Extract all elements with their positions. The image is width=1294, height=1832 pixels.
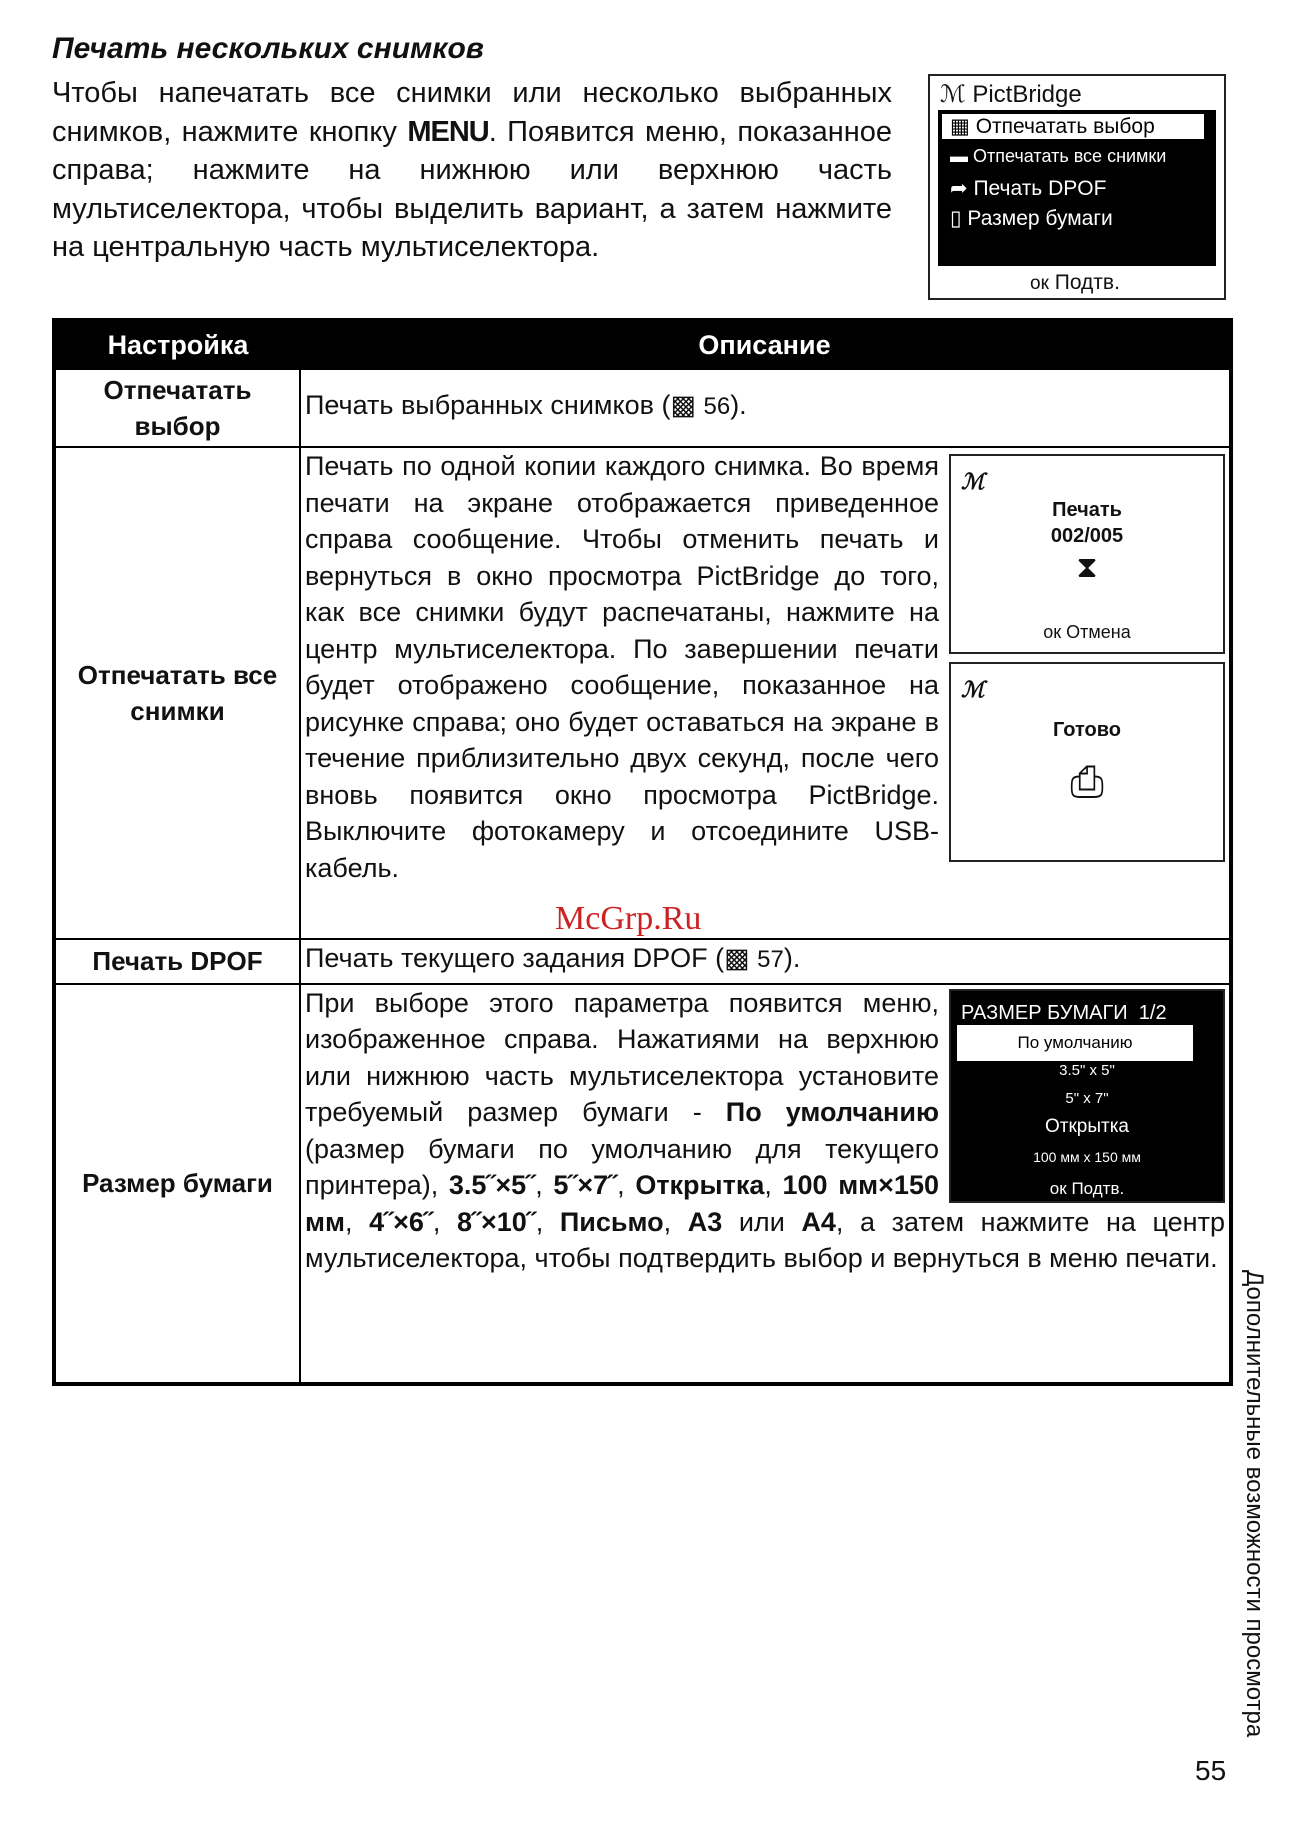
cancel-label: Отмена (1066, 622, 1131, 642)
menu-item-label: Печать DPOF (973, 177, 1107, 200)
setting-description (300, 447, 1231, 939)
cancel-hint (951, 614, 1223, 651)
option: A3 (687, 1206, 723, 1237)
paper-icon: ▯ (950, 207, 962, 230)
ok-icon: ок (1030, 273, 1049, 294)
setting-description (300, 939, 1231, 984)
paper-option[interactable]: 5" x 7" (1065, 1089, 1109, 1107)
dpof-icon: ➦ (950, 177, 968, 200)
menu-item-label: Отпечатать выбор (975, 115, 1155, 138)
desc-text: или (722, 1206, 802, 1237)
menu-list (938, 110, 1216, 266)
table-row (54, 939, 1231, 984)
hourglass-icon: ⧗ (1076, 551, 1098, 584)
desc-text: , а затем нажмите на центр мультиселектора, чтобы подтвердить выбор и вернуться в меню печати. (305, 1206, 1225, 1273)
option: 100 мм×150 мм (305, 1170, 939, 1237)
option: 4˝×6˝ (369, 1206, 433, 1237)
setting-name: Отпечатать выбор (54, 369, 300, 447)
intro-text-end: . Появится меню, показанное справа; нажмите на нижнюю или верхнюю часть мультиселектора, чтобы выделить вариант, а затем нажмите на центральную часть мультиселектора. (52, 115, 892, 263)
ok-icon: ок (1049, 1178, 1067, 1198)
pictbridge-icon: ℳ (940, 81, 966, 108)
option: A4 (801, 1206, 836, 1237)
paper-size-menu (949, 989, 1225, 1203)
watermark: McGrp.Ru (555, 900, 702, 937)
ok-label: Подтв. (1071, 1178, 1125, 1198)
option: 8˝×10˝ (456, 1206, 536, 1237)
book-icon: ▩ (724, 943, 750, 973)
page-ref: 57 (757, 946, 784, 973)
intro-paragraph (52, 74, 892, 267)
pictbridge-menu-screenshot (928, 74, 1226, 300)
done-screen (949, 662, 1225, 862)
option: Письмо (559, 1206, 664, 1237)
pictbridge-icon: ℳ (961, 469, 985, 494)
menu-item-paper-size[interactable] (950, 206, 1113, 231)
pictbridge-header (940, 80, 1082, 109)
paper-option[interactable]: 100 мм x 150 мм (1033, 1148, 1141, 1165)
pictbridge-title: PictBridge (972, 81, 1082, 108)
table-header-row (54, 320, 1231, 369)
page-ref: 56 (703, 392, 731, 420)
option: Открытка (635, 1170, 765, 1200)
menu-item-label: Размер бумаги (967, 207, 1113, 230)
ok-hint (1030, 271, 1120, 295)
section-title: Печать нескольких снимков (52, 32, 484, 65)
option: 3.5˝×5˝ (448, 1170, 536, 1200)
paper-page-indicator: 1/2 (1138, 1001, 1167, 1024)
desc-text: Печать текущего задания DPOF ( (305, 943, 725, 973)
setting-description (300, 369, 1231, 447)
menu-item-print-selection[interactable] (942, 114, 1204, 139)
option-default: По умолчанию (725, 1097, 939, 1127)
ok-icon: ок (1043, 622, 1062, 642)
print-selection-icon: ▦ (950, 115, 970, 138)
desc-text-end: ). (783, 943, 801, 973)
printing-label: Печать (1052, 499, 1122, 521)
intro-text: Чтобы напечатать все снимки или несколько выбранных снимков, нажмите кнопку (52, 77, 892, 148)
menu-item-label: Отпечатать все снимки (973, 146, 1167, 166)
table-row (54, 369, 1231, 447)
ok-label: Подтв. (1054, 271, 1120, 294)
setting-name: Отпечатать все снимки (54, 447, 300, 939)
desc-text: (размер бумаги по умолчанию для текущего принтера), (305, 1133, 939, 1200)
desc-text: Печать по одной копии каждого снимка. Во время печати на экране отображается приведенное справа сообщение. Чтобы отменить печать и вернуться в окно просмотра PictBridge до того, как все снимки будут распечатаны, нажмите на центр мультиселектора. По завершении печати будет отображено сообщение, показанное на рисунке справа; оно будет оставаться на экране в течение приблизительно двух секунд, после чего вновь появится окно просмотра PictBridge. Выключите фотокамеру и отсоедините USB-кабель. (305, 451, 939, 883)
printing-screen (949, 454, 1225, 654)
printing-count: 002/005 (1050, 525, 1124, 547)
menu-key-label: MENU (407, 115, 489, 148)
header-description: Описание (300, 320, 1231, 369)
desc-text-end: ). (730, 389, 747, 420)
pictbridge-icon: ℳ (961, 677, 985, 702)
header-setting: Настройка (54, 320, 300, 369)
setting-name: Размер бумаги (54, 984, 300, 1384)
table-row (54, 984, 1231, 1384)
settings-table (52, 318, 1233, 1386)
paper-option-default[interactable]: По умолчанию (957, 1025, 1193, 1062)
table-row (54, 447, 1231, 939)
book-icon: ▩ (670, 389, 696, 420)
menu-item-print-dpof[interactable] (950, 176, 1106, 201)
ok-hint (951, 1171, 1223, 1208)
paper-option[interactable]: 3.5" x 5" (1059, 1061, 1115, 1079)
status-screens (949, 448, 1225, 862)
side-section-label: Дополнительные возможности просмотра (1241, 1270, 1268, 1738)
page-number: 55 (1195, 1755, 1227, 1786)
done-label: Готово (1052, 719, 1122, 741)
desc-text: Печать выбранных снимков ( (305, 389, 671, 420)
menu-item-print-all[interactable] (950, 146, 1166, 167)
desc-text: При выборе этого параметра появится меню, изображенное справа. Нажатиями на верхнюю или нижнюю часть мультиселектора установите требуемый размер бумаги - (305, 987, 939, 1127)
paper-header-title: РАЗМЕР БУМАГИ (961, 1001, 1128, 1024)
print-all-icon: ▬ (950, 146, 968, 166)
paper-size-screen (949, 989, 1225, 1203)
option: 5˝×7˝ (553, 1170, 618, 1200)
paper-option[interactable]: Открытка (1044, 1115, 1129, 1137)
setting-name: Печать DPOF (54, 939, 300, 984)
printer-icon: ⎙ (1070, 758, 1104, 805)
setting-description: РАЗМЕР БУМАГИ 1/2 По умолчанию 3.5" x 5" 5" x 7" Открытка 100 мм x 150 мм ок Подтв. При выборе этого параметра появится меню, изображенное справа. Нажатиями на верхнюю или нижнюю часть мультиселектора установите требуемый размер бумаги - По умолчанию (размер бумаги по умолчанию для текущего принтера), 3.5˝×5˝, 5˝×7˝, Открытка, 100 мм×150 мм, 4˝×6˝, 8˝×10˝, Письмо, A3 или A4, а затем нажмите на центр мультиселектора, чтобы подтвердить выбор и вернуться в меню печати. (300, 984, 1231, 1384)
